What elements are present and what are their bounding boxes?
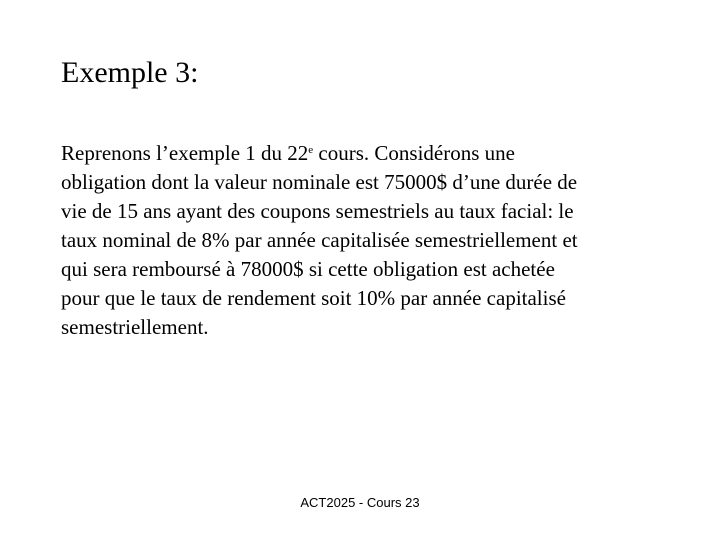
- body-line-4: taux nominal de 8% par année capitalisée semestriellement et: [61, 228, 578, 252]
- body-line-5: qui sera remboursé à 78000$ si cette obligation est achetée: [61, 257, 555, 281]
- slide-footer: ACT2025 - Cours 23: [300, 495, 420, 510]
- body-line-3: vie de 15 ans ayant des coupons semestriels au taux facial: le: [61, 199, 574, 223]
- body-line-1-end: cours. Considérons une: [313, 141, 515, 165]
- slide-body: [61, 139, 661, 342]
- body-line-2: obligation dont la valeur nominale est 75000$ d’une durée de: [61, 170, 578, 194]
- slide-title: Exemple 3:: [61, 56, 199, 89]
- body-line-6: pour que le taux de rendement soit 10% par année capitalisé: [61, 286, 566, 310]
- body-line-1-start: Reprenons l’exemple 1 du 22: [61, 141, 309, 165]
- body-line-7: semestriellement.: [61, 315, 209, 339]
- body-line-1: [61, 139, 661, 168]
- ordinal-superscript: e: [308, 144, 314, 156]
